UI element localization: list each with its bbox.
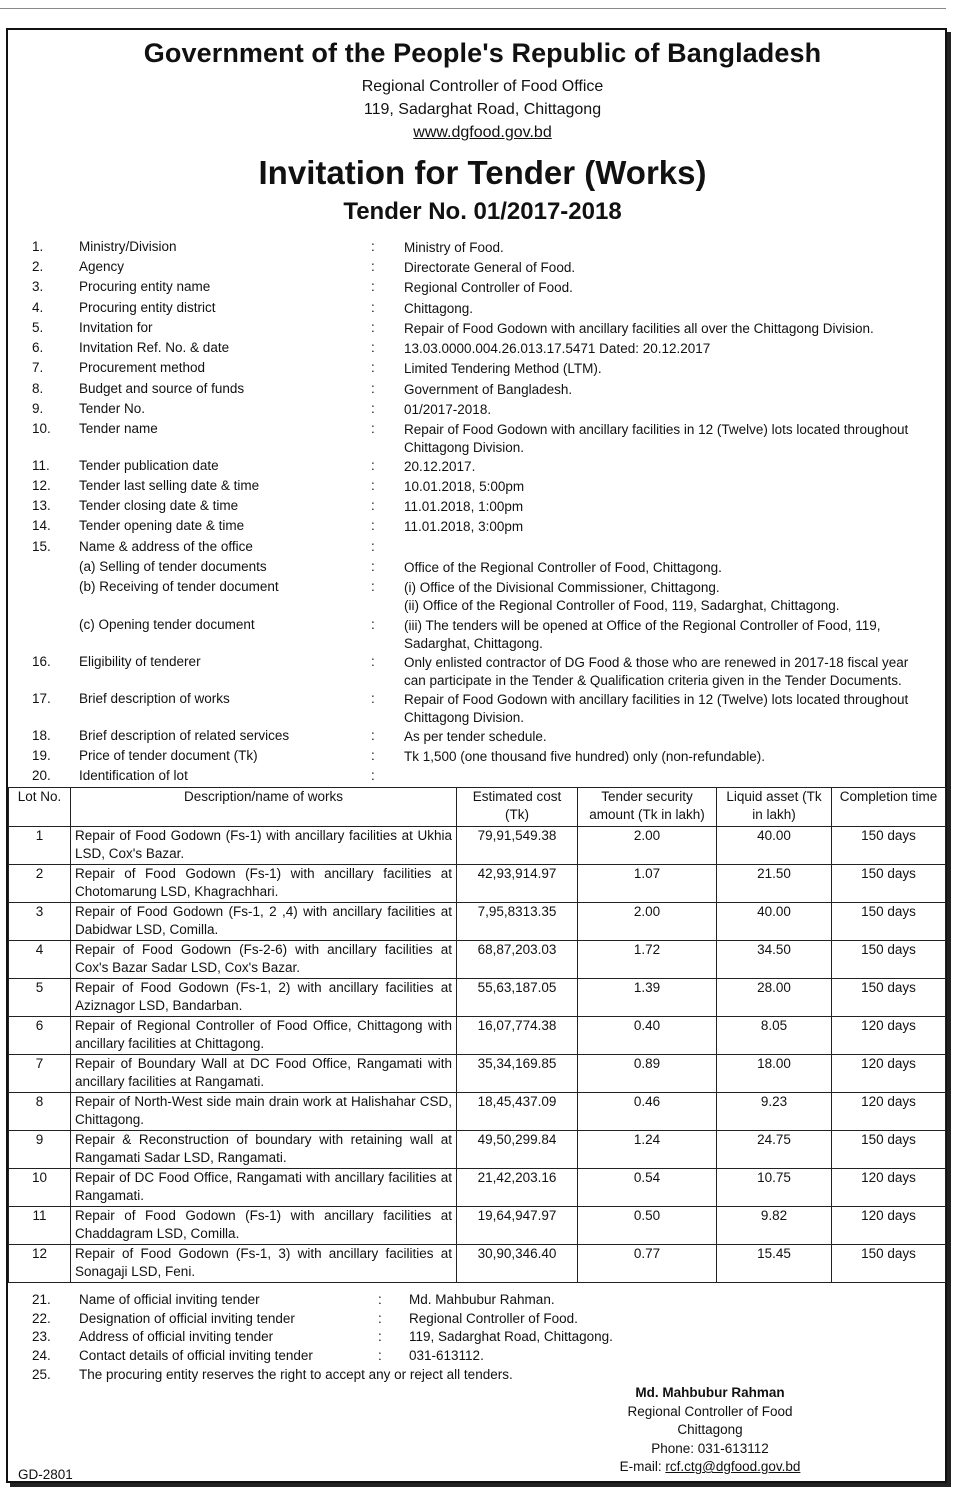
signatory-designation: Regional Controller of Food xyxy=(627,1403,793,1419)
official-info-row xyxy=(0,1329,965,1348)
info-value: Md. Mahbubur Rahman. xyxy=(409,1292,555,1307)
info-colon: : xyxy=(371,518,375,533)
info-value: Only enlisted contractor of DG Food & those who are renewed in 2017-18 fiscal year can participate in the Tender & Qualification criteria given in the Tender Documents. xyxy=(404,655,909,688)
lot-description: Repair & Reconstruction of boundary with retaining wall at Rangamati Sadar LSD, Rangamati. xyxy=(71,1131,457,1169)
signatory-place: Chittagong xyxy=(677,1422,743,1437)
lot-number: 2 xyxy=(9,865,71,903)
info-label: Tender name xyxy=(79,421,158,436)
info-value: 119, Sadarghat Road, Chittagong. xyxy=(409,1329,613,1344)
lot-completion-time: 150 days xyxy=(832,1131,946,1169)
lot-liquid-asset: 9.82 xyxy=(717,1207,832,1245)
email-label: E-mail: xyxy=(619,1459,666,1474)
col-header-completion-time: Completion time xyxy=(832,788,946,827)
info-colon: : xyxy=(371,320,375,335)
info-value: Chittagong. xyxy=(404,301,474,316)
info-number: 13. xyxy=(32,498,51,513)
info-number: 14. xyxy=(32,518,51,533)
lot-liquid-asset: 15.45 xyxy=(717,1245,832,1283)
lot-liquid-asset: 24.75 xyxy=(717,1131,832,1169)
info-label: Name of official inviting tender xyxy=(79,1292,260,1307)
info-number: 3. xyxy=(32,279,44,294)
info-label: Invitation for xyxy=(79,320,153,335)
lot-number: 8 xyxy=(9,1093,71,1131)
official-info-row xyxy=(0,1292,965,1311)
lot-liquid-asset: 40.00 xyxy=(717,903,832,941)
info-colon: : xyxy=(371,458,375,473)
info-value: Regional Controller of Food. xyxy=(404,280,573,295)
lot-estimated-cost: 18,45,437.09 xyxy=(457,1093,578,1131)
table-row xyxy=(9,1093,946,1131)
info-colon: : xyxy=(371,360,375,375)
info-label: Eligibility of tenderer xyxy=(79,654,201,669)
info-number: 6. xyxy=(32,340,44,355)
table-row xyxy=(9,1245,946,1283)
lots-table xyxy=(8,787,946,1283)
lot-completion-time: 150 days xyxy=(832,903,946,941)
ad-code: GD-2801 xyxy=(18,1467,73,1482)
lot-estimated-cost: 19,64,947.97 xyxy=(457,1207,578,1245)
lot-liquid-asset: 8.05 xyxy=(717,1017,832,1055)
lot-completion-time: 150 days xyxy=(832,941,946,979)
lot-estimated-cost: 55,63,187.05 xyxy=(457,979,578,1017)
info-number: 9. xyxy=(32,401,44,416)
table-row xyxy=(9,1207,946,1245)
lot-tender-security: 1.72 xyxy=(578,941,717,979)
lot-completion-time: 120 days xyxy=(832,1207,946,1245)
info-label: Brief description of related services xyxy=(79,728,290,743)
frame-shadow-right xyxy=(947,32,951,1486)
table-row xyxy=(9,903,946,941)
website-link[interactable]: www.dgfood.gov.bd xyxy=(413,124,552,141)
col-header-tender-security: Tender security amount (Tk in lakh) xyxy=(578,788,717,827)
table-row xyxy=(9,827,946,865)
lot-estimated-cost: 30,90,346.40 xyxy=(457,1245,578,1283)
info-colon: : xyxy=(371,279,375,294)
info-colon: : xyxy=(378,1329,382,1344)
info-colon: : xyxy=(371,728,375,743)
table-row xyxy=(9,941,946,979)
info-label: (b) Receiving of tender document xyxy=(79,579,279,594)
info-label: Procurement method xyxy=(79,360,206,375)
lot-tender-security: 1.24 xyxy=(578,1131,717,1169)
info-value: (ii) Office of the Regional Controller of Food, 119, Sadarghat, Chittagong. xyxy=(404,598,840,613)
info-colon: : xyxy=(371,579,375,594)
lot-completion-time: 120 days xyxy=(832,1055,946,1093)
email-link[interactable]: rcf.ctg@dgfood.gov.bd xyxy=(665,1459,801,1474)
info-number: 17. xyxy=(32,691,51,706)
info-number: 15. xyxy=(32,539,51,554)
lot-completion-time: 150 days xyxy=(832,1245,946,1283)
lot-completion-time: 150 days xyxy=(832,865,946,903)
table-row xyxy=(9,865,946,903)
info-label: Price of tender document (Tk) xyxy=(79,748,258,763)
col-header-liquid-asset: Liquid asset (Tk in lakh) xyxy=(717,788,832,827)
info-label: Tender closing date & time xyxy=(79,498,239,513)
lot-completion-time: 150 days xyxy=(832,827,946,865)
info-colon: : xyxy=(378,1311,382,1326)
info-label: Ministry/Division xyxy=(79,239,177,254)
lot-description: Repair of Food Godown (Fs-1) with ancillary facilities at Chotomarung LSD, Khagrachhari. xyxy=(71,865,457,903)
info-colon: : xyxy=(371,478,375,493)
info-value: (i) Office of the Divisional Commissioner, Chittagong. xyxy=(404,580,720,595)
info-colon: : xyxy=(371,340,375,355)
lot-estimated-cost: 16,07,774.38 xyxy=(457,1017,578,1055)
info-value: 031-613112. xyxy=(409,1348,484,1363)
lot-tender-security: 1.39 xyxy=(578,979,717,1017)
info-value: Limited Tendering Method (LTM). xyxy=(404,361,602,376)
info-number: 10. xyxy=(32,421,51,436)
lot-liquid-asset: 34.50 xyxy=(717,941,832,979)
info-colon: : xyxy=(371,421,375,436)
office-address: 119, Sadarghat Road, Chittagong xyxy=(363,101,602,118)
info-label: (a) Selling of tender documents xyxy=(79,559,267,574)
lot-estimated-cost: 79,91,549.38 xyxy=(457,827,578,865)
lot-number: 11 xyxy=(9,1207,71,1245)
lot-liquid-asset: 21.50 xyxy=(717,865,832,903)
info-number: 24. xyxy=(32,1348,51,1363)
lot-liquid-asset: 18.00 xyxy=(717,1055,832,1093)
info-label: Tender last selling date & time xyxy=(79,478,260,493)
info-label: Identification of lot xyxy=(79,768,188,783)
col-header-lot: Lot No. xyxy=(9,788,71,827)
office-name: Regional Controller of Food Office xyxy=(361,78,604,95)
info-number: 7. xyxy=(32,360,44,375)
top-rule xyxy=(0,8,946,9)
lot-tender-security: 0.89 xyxy=(578,1055,717,1093)
info-number: 25. xyxy=(32,1367,51,1382)
lot-description: Repair of Food Godown (Fs-1) with ancillary facilities at Ukhia LSD, Cox's Bazar. xyxy=(71,827,457,865)
info-value: 11.01.2018, 1:00pm xyxy=(404,499,524,514)
col-header-estimated-cost: Estimated cost (Tk) xyxy=(457,788,578,827)
info-colon: : xyxy=(371,691,375,706)
lot-description: Repair of Food Godown (Fs-1) with ancillary facilities at Chaddagram LSD, Comilla. xyxy=(71,1207,457,1245)
lot-completion-time: 150 days xyxy=(832,979,946,1017)
lot-estimated-cost: 42,93,914.97 xyxy=(457,865,578,903)
info-number: 21. xyxy=(32,1292,51,1307)
col-header-description: Description/name of works xyxy=(71,788,457,827)
info-colon: : xyxy=(371,239,375,254)
government-heading: Government of the People's Republic of Bangladesh xyxy=(143,38,822,68)
lot-tender-security: 0.54 xyxy=(578,1169,717,1207)
info-colon: : xyxy=(371,748,375,763)
info-number: 11. xyxy=(32,458,50,473)
info-label: Address of official inviting tender xyxy=(79,1329,274,1344)
lot-tender-security: 0.50 xyxy=(578,1207,717,1245)
info-value: 01/2017-2018. xyxy=(404,402,492,417)
official-info-row xyxy=(0,1348,965,1367)
info-colon: : xyxy=(371,401,375,416)
info-label: Procuring entity district xyxy=(79,300,216,315)
info-value: Repair of Food Godown with ancillary facilities all over the Chittagong Division. xyxy=(404,321,874,336)
lot-description: Repair of DC Food Office, Rangamati with ancillary facilities at Rangamati. xyxy=(71,1169,457,1207)
lot-estimated-cost: 7,95,8313.35 xyxy=(457,903,578,941)
table-header-row xyxy=(9,788,946,827)
lot-number: 1 xyxy=(9,827,71,865)
lot-estimated-cost: 35,34,169.85 xyxy=(457,1055,578,1093)
info-value: Directorate General of Food. xyxy=(404,260,576,275)
lot-number: 4 xyxy=(9,941,71,979)
info-number: 2. xyxy=(32,259,44,274)
info-colon: : xyxy=(371,381,375,396)
official-info-row xyxy=(0,1311,965,1330)
lot-liquid-asset: 9.23 xyxy=(717,1093,832,1131)
lot-description: Repair of Food Godown (Fs-1, 2 ,4) with ancillary facilities at Dabidwar LSD, Comilla. xyxy=(71,903,457,941)
info-number: 22. xyxy=(32,1311,51,1326)
table-row xyxy=(9,979,946,1017)
lot-tender-security: 0.77 xyxy=(578,1245,717,1283)
info-colon: : xyxy=(371,654,375,669)
info-number: 19. xyxy=(32,748,51,763)
info-label: Invitation Ref. No. & date xyxy=(79,340,230,355)
tender-number-heading: Tender No. 01/2017-2018 xyxy=(343,198,622,225)
info-label: Name & address of the office xyxy=(79,539,253,554)
info-label: Tender publication date xyxy=(79,458,219,473)
lot-liquid-asset: 28.00 xyxy=(717,979,832,1017)
info-value: Ministry of Food. xyxy=(404,240,504,255)
info-value: 11.01.2018, 3:00pm xyxy=(404,519,524,534)
frame-shadow-bottom xyxy=(10,1483,951,1487)
info-value: Office of the Regional Controller of Food, Chittagong. xyxy=(404,560,722,575)
info-value: 13.03.0000.004.26.013.17.5471 Dated: 20.12.2017 xyxy=(404,341,711,356)
lot-tender-security: 2.00 xyxy=(578,827,717,865)
lot-tender-security: 0.46 xyxy=(578,1093,717,1131)
info-value: 10.01.2018, 5:00pm xyxy=(404,479,525,494)
lot-description: Repair of Food Godown (Fs-1, 3) with ancillary facilities at Sonagaji LSD, Feni. xyxy=(71,1245,457,1283)
lot-description: Repair of North-West side main drain work at Halishahar CSD, Chittagong. xyxy=(71,1093,457,1131)
info-label: (c) Opening tender document xyxy=(79,617,255,632)
info-value: 20.12.2017. xyxy=(404,459,476,474)
info-label: Contact details of official inviting tender xyxy=(79,1348,313,1363)
lot-liquid-asset: 10.75 xyxy=(717,1169,832,1207)
table-row xyxy=(9,1055,946,1093)
table-row xyxy=(9,1169,946,1207)
lot-number: 5 xyxy=(9,979,71,1017)
info-colon: : xyxy=(371,539,375,554)
info-colon: : xyxy=(371,259,375,274)
signatory-name: Md. Mahbubur Rahman xyxy=(635,1385,785,1400)
table-row xyxy=(9,1017,946,1055)
info-label: Tender No. xyxy=(79,401,146,416)
info-number: 4. xyxy=(32,300,44,315)
info-colon: : xyxy=(371,559,375,574)
lot-description: Repair of Boundary Wall at DC Food Office, Rangamati with ancillary facilities at Rangamati. xyxy=(71,1055,457,1093)
info-label: Budget and source of funds xyxy=(79,381,245,396)
table-row xyxy=(9,1131,946,1169)
info-colon: : xyxy=(378,1348,382,1363)
lot-description: Repair of Regional Controller of Food Office, Chittagong with ancillary facilities at Chittagong. xyxy=(71,1017,457,1055)
signatory-email-line xyxy=(560,1458,860,1477)
lot-number: 3 xyxy=(9,903,71,941)
info-value: (iii) The tenders will be opened at Office of the Regional Controller of Food, 119, Sadarghat, Chittagong. xyxy=(404,618,881,651)
info-colon: : xyxy=(371,768,375,783)
info-colon: : xyxy=(371,300,375,315)
lot-completion-time: 120 days xyxy=(832,1093,946,1131)
info-number: 23. xyxy=(32,1329,51,1344)
signatory-phone: Phone: 031-613112 xyxy=(651,1440,769,1456)
info-colon: : xyxy=(371,617,375,632)
info-value: Repair of Food Godown with ancillary facilities in 12 (Twelve) lots located throughout Chittagong Division. xyxy=(404,422,909,455)
lot-description: Repair of Food Godown (Fs-1, 2) with ancillary facilities at Aziznagor LSD, Bandarban. xyxy=(71,979,457,1017)
lot-completion-time: 120 days xyxy=(832,1169,946,1207)
info-number: 5. xyxy=(32,320,44,335)
page-title: Invitation for Tender (Works) xyxy=(258,154,707,191)
info-label: Procuring entity name xyxy=(79,279,211,294)
info-value: Regional Controller of Food. xyxy=(409,1311,578,1326)
info-number: 16. xyxy=(32,654,51,669)
lot-number: 9 xyxy=(9,1131,71,1169)
info-value: Tk 1,500 (one thousand five hundred) only (non-refundable). xyxy=(404,749,765,764)
info-value: Repair of Food Godown with ancillary facilities in 12 (Twelve) lots located throughout Chittagong Division. xyxy=(404,692,909,725)
lot-number: 7 xyxy=(9,1055,71,1093)
info-number: 20. xyxy=(32,768,51,783)
info-number: 1. xyxy=(32,239,44,254)
info-label: Designation of official inviting tender xyxy=(79,1311,295,1326)
info-label: Tender opening date & time xyxy=(79,518,245,533)
lot-estimated-cost: 21,42,203.16 xyxy=(457,1169,578,1207)
info-number: 8. xyxy=(32,381,44,396)
info-value: Government of Bangladesh. xyxy=(404,382,573,397)
lot-number: 10 xyxy=(9,1169,71,1207)
lot-tender-security: 0.40 xyxy=(578,1017,717,1055)
info-number: 18. xyxy=(32,728,51,743)
info-label: Brief description of works xyxy=(79,691,230,706)
info-number: 12. xyxy=(32,478,51,493)
lot-liquid-asset: 40.00 xyxy=(717,827,832,865)
info-colon: : xyxy=(371,498,375,513)
lot-description: Repair of Food Godown (Fs-2-6) with ancillary facilities at Cox's Bazar Sadar LSD, Cox's Bazar. xyxy=(71,941,457,979)
note-text: The procuring entity reserves the right to accept any or reject all tenders. xyxy=(79,1367,513,1382)
lot-number: 6 xyxy=(9,1017,71,1055)
lot-completion-time: 120 days xyxy=(832,1017,946,1055)
info-label: Agency xyxy=(79,259,125,274)
lot-estimated-cost: 49,50,299.84 xyxy=(457,1131,578,1169)
info-colon: : xyxy=(378,1292,382,1307)
lot-estimated-cost: 68,87,203.03 xyxy=(457,941,578,979)
lot-tender-security: 1.07 xyxy=(578,865,717,903)
info-value: As per tender schedule. xyxy=(404,729,547,744)
signature-block xyxy=(560,1384,860,1477)
lot-number: 12 xyxy=(9,1245,71,1283)
lot-tender-security: 2.00 xyxy=(578,903,717,941)
